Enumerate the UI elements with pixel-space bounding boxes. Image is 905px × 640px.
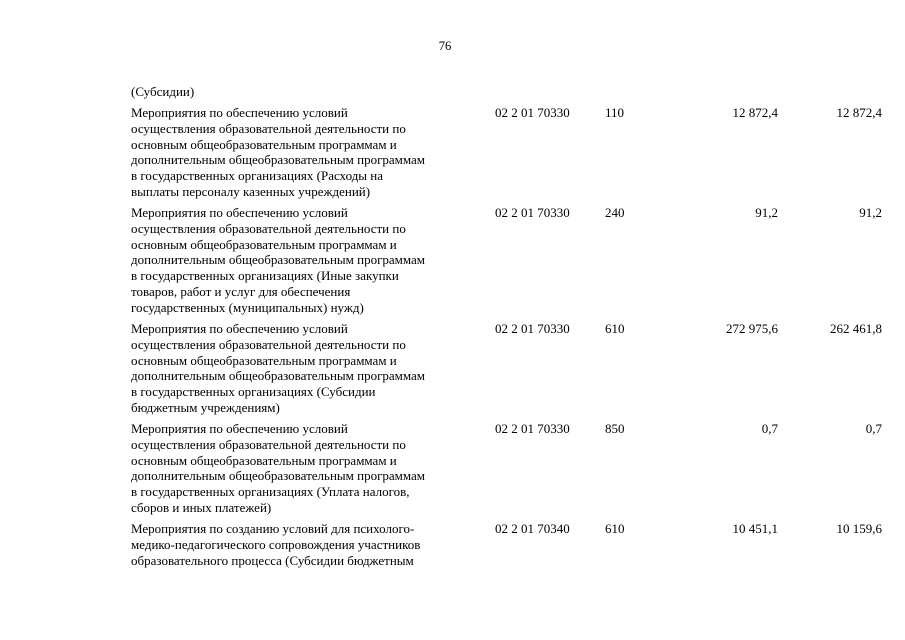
page-number: 76 bbox=[438, 39, 452, 53]
target-article-code: 02 2 01 70340 bbox=[495, 521, 570, 536]
amount-second-year: 0,7 bbox=[865, 421, 882, 436]
expense-name: Мероприятия по обеспечению условий осуществления образовательной деятельности по основным общеобразовательным программам и дополнительным общеобразовательным программам в государственных организациях (Субсидии бюджетным учреждениям) bbox=[131, 321, 426, 415]
amount-second-year: 12 872,4 bbox=[836, 105, 882, 120]
expense-type-code: 110 bbox=[605, 105, 625, 120]
expense-type-code: 240 bbox=[605, 205, 625, 220]
expense-name: Мероприятия по созданию условий для психолого- медико-педагогического сопровождения участников образовательного процесса (Субсидии бюджетным bbox=[131, 521, 421, 568]
expense-type-code: 610 bbox=[605, 521, 625, 536]
amount-first-year: 0,7 bbox=[761, 421, 778, 436]
expense-name: Мероприятия по обеспечению условий осуществления образовательной деятельности по основным общеобразовательным программам и дополнительным общеобразовательным программам в государственных организациях (Иные закупки товаров, работ и услуг для обеспечения государственных (муниципальных) нужд) bbox=[131, 205, 426, 315]
amount-first-year: 10 451,1 bbox=[732, 521, 778, 536]
amount-first-year: 272 975,6 bbox=[726, 321, 778, 336]
amount-first-year: 12 872,4 bbox=[732, 105, 778, 120]
amount-second-year: 262 461,8 bbox=[830, 321, 882, 336]
amount-first-year: 91,2 bbox=[755, 205, 778, 220]
target-article-code: 02 2 01 70330 bbox=[495, 205, 570, 220]
expense-name: Мероприятия по обеспечению условий осуществления образовательной деятельности по основным общеобразовательным программам и дополнительным общеобразовательным программам в государственных организациях (Расходы на выплаты персоналу казенных учреждений) bbox=[131, 105, 426, 199]
target-article-code: 02 2 01 70330 bbox=[495, 421, 570, 436]
expense-type-code: 610 bbox=[605, 321, 625, 336]
expense-type-code: 850 bbox=[605, 421, 625, 436]
expense-name: Мероприятия по обеспечению условий осуществления образовательной деятельности по основным общеобразовательным программам и дополнительным общеобразовательным программам в государственных организациях (Уплата налогов, сборов и иных платежей) bbox=[131, 421, 426, 515]
continuation-text: (Субсидии) bbox=[131, 84, 195, 99]
amount-second-year: 91,2 bbox=[859, 205, 882, 220]
target-article-code: 02 2 01 70330 bbox=[495, 321, 570, 336]
target-article-code: 02 2 01 70330 bbox=[495, 105, 570, 120]
amount-second-year: 10 159,6 bbox=[836, 521, 882, 536]
